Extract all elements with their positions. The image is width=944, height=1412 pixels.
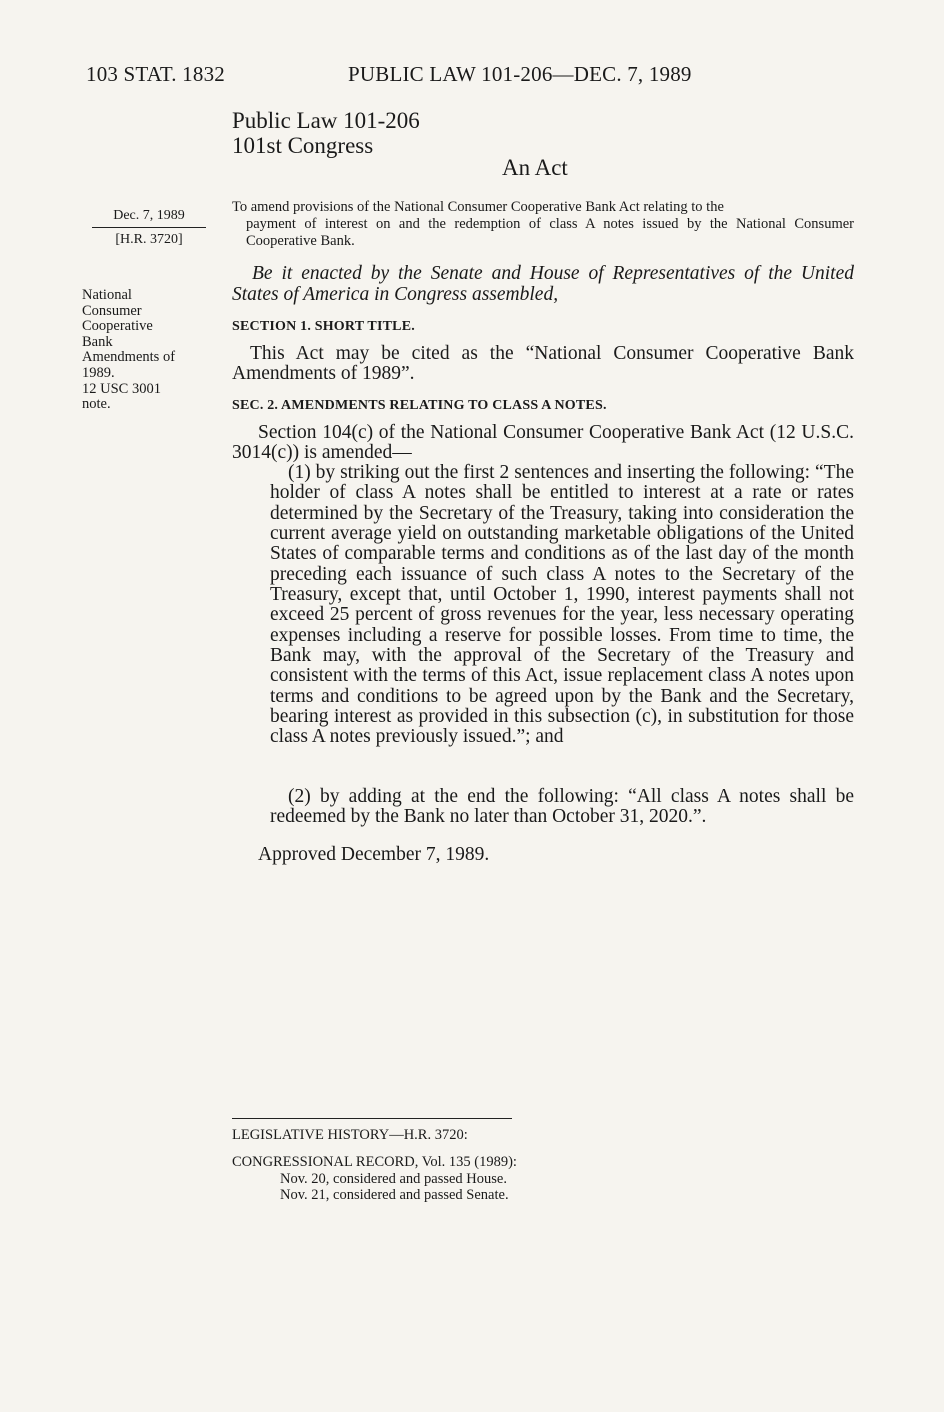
- topic-line: 1989.: [82, 364, 115, 381]
- purpose-statement: [232, 199, 854, 250]
- bill-number: [H.R. 3720]: [115, 232, 183, 247]
- topic-line: Bank: [82, 333, 113, 350]
- approval-date: Approved December 7, 1989.: [258, 844, 490, 865]
- paragraph-1: (1) by striking out the first 2 sentences and inserting the following: “The holder of class A notes shall be entitled to interest at a rate or rates determined by the Secretary of the Treasury, taking into consideration the current average yield on outstanding marketable obligations of the United States of comparable terms and conditions as of the last day of the month preceding each issuance of such class A notes to the Secretary of the Treasury, except that, until October 1, 1990, interest payments shall not exceed 25 percent of gross revenues for the year, less necessary operating expenses including a reserve for possible losses. From time to time, the Bank may, with the approval of the Secretary of the Treasury and consistent with the terms of this Act, issue replacement class A notes upon terms and conditions to be agreed upon by the Bank and the Secretary, bearing interest as provided in this subsection (c), in substitution for those class A notes previously issued.”; and: [270, 462, 854, 748]
- topic-line: National: [82, 287, 132, 303]
- topic-line: 12 USC 3001: [82, 380, 161, 397]
- history-item: Nov. 21, considered and passed Senate.: [280, 1187, 509, 1203]
- margin-date-note: [92, 207, 206, 249]
- margin-topic-note: [82, 288, 212, 413]
- topic-line: Cooperative: [82, 318, 153, 335]
- section-1-heading: SECTION 1. SHORT TITLE.: [232, 319, 415, 334]
- stat-citation: 103 STAT. 1832: [86, 62, 225, 86]
- margin-rule: [92, 227, 206, 228]
- paragraph-2: (2) by adding at the end the following: “All class A notes shall be redeemed by the Bank no later than October 31, 2020.”.: [270, 786, 854, 828]
- congress-number: 101st Congress: [232, 133, 374, 158]
- enactment-date: Dec. 7, 1989: [113, 208, 185, 223]
- public-law-number: Public Law 101-206: [232, 108, 420, 133]
- law-citation: PUBLIC LAW 101-206—DEC. 7, 1989: [348, 62, 692, 86]
- section-2-heading: SEC. 2. AMENDMENTS RELATING TO CLASS A NOTES.: [232, 398, 607, 413]
- enacting-clause: Be it enacted by the Senate and House of Representatives of the United States of America in Congress assembled,: [232, 263, 854, 305]
- act-title: An Act: [502, 155, 568, 180]
- purpose-continuation: payment of interest on and the redemption of class A notes issued by the National Consumer Cooperative Bank.: [246, 216, 854, 249]
- legislative-history-title: LEGISLATIVE HISTORY—H.R. 3720:: [232, 1127, 468, 1143]
- section-1-text: This Act may be cited as the “National Consumer Cooperative Bank Amendments of 1989”.: [232, 343, 854, 384]
- congressional-record: CONGRESSIONAL RECORD, Vol. 135 (1989):: [232, 1154, 517, 1170]
- history-item: Nov. 20, considered and passed House.: [280, 1171, 507, 1187]
- topic-line: Consumer: [82, 302, 142, 319]
- topic-line: Amendments of: [82, 349, 176, 366]
- legislative-history-rule: [232, 1118, 512, 1119]
- topic-line: note.: [82, 396, 111, 413]
- section-2-intro: Section 104(c) of the National Consumer Cooperative Bank Act (12 U.S.C. 3014(c)) is amended—: [232, 422, 854, 463]
- purpose-first-line: To amend provisions of the National Consumer Cooperative Bank Act relating to the: [232, 199, 724, 215]
